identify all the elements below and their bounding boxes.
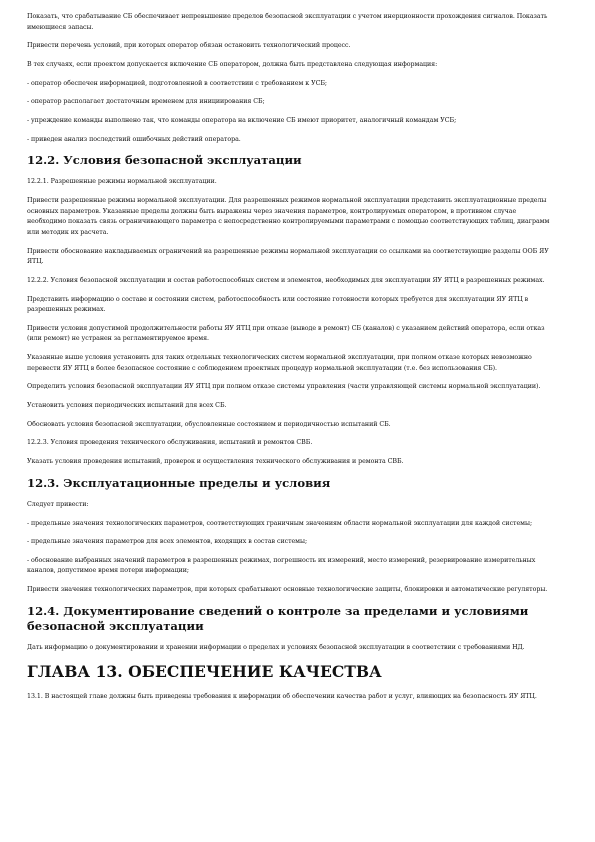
para-substantiation: Привести обоснование накладываемых ограничений на разрешенные режимы нормальной эксплуатации со ссылками на соответствующие разделы ООБ ЯУ ЯТЦ. [27, 247, 549, 266]
heading-12-4: 12.4. Документирование сведений о контроле за пределами и условиями безопасной эксплуатации [27, 603, 529, 633]
para-justify-conditions: Обосновать условия безопасной эксплуатации, обусловленные состоянием и периодичностью испытаний СБ. [27, 420, 391, 428]
para-12-2-2: 12.2.2. Условия безопасной эксплуатации и состав работоспособных систем и элементов, необходимых для эксплуатации ЯУ ЯТЦ в разрешенных режимах. [27, 276, 545, 284]
para-bullet-justification: - обоснование выбранных значений параметров в разрешенных режимах, погрешность их измерений, место измерений, резервирование измерительных каналов, допустимое время потери информации; [27, 556, 536, 575]
chapter-13-title: ГЛАВА 13. ОБЕСПЕЧЕНИЕ КАЧЕСТВА [27, 661, 382, 681]
para-shutdown-conditions: Привести перечень условий, при которых оператор обязан остановить технологический процесс. [27, 42, 351, 50]
para-list-intro: Следует привести: [27, 500, 89, 508]
para-bullet-priority: - упреждение команды выполнено так, что команды оператора на включение СБ имеют приоритет, аналогичный командам УСБ; [27, 117, 457, 125]
document-page [27, 12, 557, 710]
para-permitted-modes: Привести разрешенные режимы нормальной эксплуатации. Для разрешенных режимов нормальной эксплуатации представить эксплуатационные пределы основных параметров. Указанные пределы должны быть выражены через значения параметров, контролируемых оператором, в противном случае необходимо показать связь ограничивающего параметра с непосредственно контролируемыми параметрами с помощью соответствующих таблиц, диаграмм или методик их расчета. [27, 197, 550, 236]
para-systems-state: Представить информацию о составе и состоянии систем, работоспособность или состояние готовности которых требуется для эксплуатации ЯУ ЯТЦ в разрешенных режимах. [27, 295, 529, 314]
para-bullet-element-limits: - предельные значения параметров для всех элементов, входящих в состав системы; [27, 538, 308, 546]
para-demonstrate-triggering: Показать, что срабатывание СБ обеспечивает непревышение пределов безопасной эксплуатации с учетом инерционности прохождения сигналов. Показать имеющиеся запасы. [27, 13, 548, 31]
para-bullet-operator-time: - оператор располагает достаточным временем для инициирования СБ; [27, 98, 265, 106]
para-bullet-operator-info: - оператор обеспечен информацией, подготовленной в соответствии с требованием к УСБ; [27, 79, 328, 87]
para-operator-info-intro: В тех случаях, если проектом допускается включение СБ оператором, должна быть представлена следующая информация: [27, 60, 438, 68]
para-trigger-values: Привести значения технологических параметров, при которых срабатывают основные технологические защиты, блокировки и автоматические регуляторы. [27, 586, 548, 594]
heading-12-2: 12.2. Условия безопасной эксплуатации [27, 153, 302, 168]
para-auxiliary-systems: Указанные выше условия установить для таких отдельных технологических систем нормальной эксплуатации, при полном отказе которых невозможно перевести ЯУ ЯТЦ в более безопасное состояние с соблюдением проектных процедур нормальной эксплуатации (т.е. без использования СБ). [27, 354, 532, 372]
para-control-failure: Определить условия безопасной эксплуатации ЯУ ЯТЦ при полном отказе системы управления (части управляющей системы нормальной эксплуатации). [27, 383, 541, 391]
para-13-1: 13.1. В настоящей главе должны быть приведены требования к информации об обеспечении качества работ и услуг, влияющих на безопасность ЯУ ЯТЦ. [27, 692, 537, 700]
heading-12-3: 12.3. Эксплуатационные пределы и условия [27, 475, 331, 490]
para-bullet-error-analysis: - приведен анализ последствий ошибочных действий оператора. [27, 135, 241, 143]
para-bullet-limit-values: - предельные значения технологических параметров, соответствующих граничным значениям области нормальной эксплуатации для каждой системы; [27, 519, 533, 527]
para-periodic-tests: Установить условия периодических испытаний для всех СБ. [27, 402, 227, 410]
para-maintenance-conditions: Указать условия проведения испытаний, проверок и осуществления технического обслуживания и ремонта СВБ. [27, 458, 404, 466]
para-12-2-3: 12.2.3. Условия проведения технического обслуживания, испытаний и ремонтов СВБ. [27, 439, 313, 447]
para-permissible-duration: Привести условия допустимой продолжительности работы ЯУ ЯТЦ при отказе (выводе в ремонт) СБ (каналов) с указанием действий оператора, если отказ (или ремонт) не устранен за регламентируемое время. [27, 324, 545, 343]
para-12-2-1: 12.2.1. Разрешенные режимы нормальной эксплуатации. [27, 178, 217, 186]
para-documenting: Дать информацию о документировании и хранении информации о пределах и условиях безопасной эксплуатации в соответствии с требованиями НД. [27, 643, 525, 651]
